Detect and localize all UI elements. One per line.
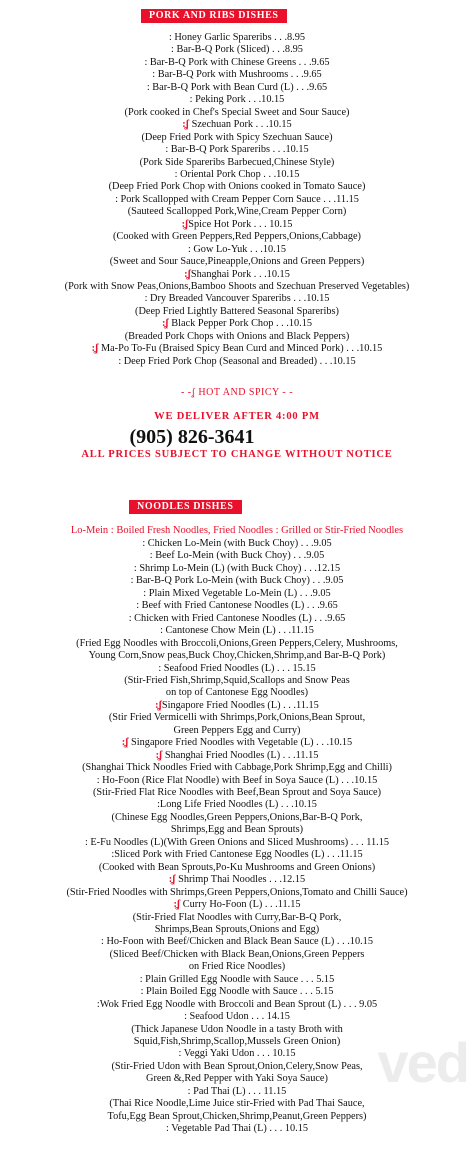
noodles-menu-item	[0, 899, 474, 911]
noodles-menu-item-text: (Thick Japanese Udon Noodle in a tasty Broth with	[131, 1023, 343, 1035]
noodles-menu-item-text: (Stir-Fried Fish,Shrimp,Squid,Scallops and Snow Peas	[124, 674, 350, 686]
noodles-menu-item-text: Green &,Red Pepper with Yaki Soya Sauce)	[146, 1073, 328, 1085]
pork-menu-item	[0, 244, 474, 256]
pork-menu-item-text: Shanghai Pork . . .10.15	[190, 268, 290, 280]
noodles-menu-item	[0, 887, 474, 899]
noodles-menu-item	[0, 762, 474, 774]
noodles-menu-item-text: (Stir Fried Vermicelli with Shrimps,Pork,Onions,Bean Sprout,	[108, 712, 366, 724]
pork-menu-item-text: : Bar-B-Q Pork (Sliced) . . .8.95	[171, 44, 303, 56]
pork-menu-item-text: : Dry Breaded Vancouver Spareribs . . .10.15	[144, 293, 330, 305]
noodles-menu-item	[0, 588, 474, 600]
phone-number[interactable]: (905) 826-3641	[129, 426, 255, 448]
lo-mein-intro: Lo-Mein : Boiled Fresh Noodles, Fried Noodles : Grilled or Stir-Fried Noodles	[70, 525, 404, 536]
hot-spicy-icon: :ʆ	[155, 699, 162, 711]
noodles-menu-item-text: : Veggi Yaki Udon . . . 10.15	[178, 1048, 296, 1060]
pork-menu-item-text: (Pork Side Spareribs Barbecued,Chinese Style)	[139, 156, 335, 168]
noodles-menu-item	[0, 961, 474, 973]
hot-spicy-icon: :ʆ	[182, 119, 190, 131]
pork-menu-item	[0, 293, 474, 305]
noodles-menu-item-text: : Ho-Foon (Rice Flat Noodle) with Beef in Soya Sauce (L) . . .10.15	[96, 774, 378, 786]
noodles-menu-item-text: : Cantonese Chow Mein (L) . . .11.15	[160, 625, 314, 637]
pork-menu-item-text: : Deep Fried Pork Chop (Seasonal and Breaded) . . .10.15	[118, 355, 356, 367]
noodles-menu-item	[0, 712, 474, 724]
pork-menu-item-text: : Bar-B-Q Pork Spareribs . . .10.15	[165, 144, 309, 156]
pork-menu-item	[0, 44, 474, 56]
noodles-menu-item-text: Squid,Fish,Shrimp,Scallop,Mussels Green Onion)	[133, 1036, 341, 1047]
pork-menu-item	[0, 356, 474, 368]
pork-menu-item-text: Szechuan Pork . . .10.15	[189, 119, 292, 131]
price-change-notice: ALL PRICES SUBJECT TO CHANGE WITHOUT NOTICE	[81, 449, 393, 460]
noodles-menu-item-text: : Seafood Fried Noodles (L) . . . 15.15	[158, 662, 316, 674]
hot-spicy-icon: :ʆ	[181, 218, 189, 230]
pork-menu-item-text: (Deep Fried Pork with Spicy Szechuan Sauce)	[141, 131, 333, 143]
noodles-menu-item	[0, 1111, 474, 1123]
noodles-menu-item-text: (Thai Rice Noodle,Lime Juice stir-Fried with Pad Thai Sauce,	[109, 1098, 365, 1110]
noodles-menu-item	[0, 1011, 474, 1023]
pork-menu-item-text: (Sweet and Sour Sauce,Pineapple,Onions and Green Peppers)	[109, 256, 365, 268]
noodles-menu-item	[0, 600, 474, 612]
noodles-menu-item-text: Shrimps,Bean Sprouts,Onions and Egg)	[154, 923, 320, 935]
noodles-menu-item	[0, 936, 474, 948]
noodles-menu-item	[0, 563, 474, 575]
hot-spicy-icon: :ʆ	[184, 268, 191, 280]
pork-menu-item	[0, 144, 474, 156]
hot-spicy-icon: :ʆ	[173, 899, 181, 911]
pork-menu-item	[0, 219, 474, 231]
noodles-menu-item	[0, 750, 474, 762]
pork-menu-item	[0, 119, 474, 131]
hot-spicy-icon: :ʆ	[168, 874, 176, 886]
pork-menu-item-text: (Breaded Pork Chops with Onions and Black Peppers)	[124, 330, 350, 342]
noodles-menu-item	[0, 725, 474, 737]
noodles-menu-item	[0, 687, 474, 699]
noodles-menu-item-text: : Beef with Fried Cantonese Noodles (L) . . .9.65	[136, 600, 338, 612]
noodles-section-header: NOODLES DISHES	[129, 500, 242, 514]
pork-menu-item	[0, 169, 474, 181]
pork-menu-item-text: : Bar-B-Q Pork with Chinese Greens . . .9.65	[144, 56, 330, 68]
noodles-menu-item-text: (Fried Egg Noodles with Broccoli,Onions,Green Peppers,Celery, Mushrooms,	[76, 637, 398, 649]
pork-menu-item-text: : Peking Pork . . .10.15	[189, 94, 285, 106]
pork-menu-item	[0, 94, 474, 106]
noodles-menu-item-text: : Plain Mixed Vegetable Lo-Mein (L) . . .9.05	[143, 587, 331, 599]
noodles-menu-item-text: : Vegetable Pad Thai (L) . . . 10.15	[165, 1123, 309, 1135]
noodles-menu-item-text: :Long Life Fried Noodles (L) . . .10.15	[157, 799, 317, 811]
noodles-menu-item-text: Shrimps,Egg and Bean Sprouts)	[170, 824, 304, 836]
pork-menu-item	[0, 181, 474, 193]
noodles-menu-item-text: : Chicken with Fried Cantonese Noodles (L) . . .9.65	[128, 612, 346, 624]
noodles-menu-item	[0, 625, 474, 637]
noodles-menu-item	[0, 912, 474, 924]
hot-spicy-icon: :ʆ	[121, 737, 129, 749]
noodles-menu-item	[0, 775, 474, 787]
pork-menu-item	[0, 69, 474, 81]
noodles-menu-item-text: Singapore Fried Noodles with Vegetable (L) . . .10.15	[128, 737, 353, 749]
pork-menu-item	[0, 107, 474, 119]
pork-menu-item	[0, 306, 474, 318]
noodles-menu-item	[0, 663, 474, 675]
pork-menu-item-text: (Deep Fried Lightly Battered Seasonal Spareribs)	[135, 305, 339, 317]
delivery-notice: WE DELIVER AFTER 4:00 PM	[154, 411, 320, 422]
noodles-menu-item-text: (Cooked with Bean Sprouts,Po-Ku Mushrooms and Green Onions)	[98, 861, 376, 873]
noodles-menu-item-text: : Plain Boiled Egg Noodle with Sauce . . . 5.15	[140, 986, 334, 998]
pork-menu-item	[0, 269, 474, 281]
pork-menu-item-text: Black Pepper Pork Chop . . .10.15	[168, 318, 312, 330]
pork-menu-item-text: Spice Hot Pork . . . 10.15	[188, 218, 293, 230]
noodles-menu-item-text: :Sliced Pork with Fried Cantonese Egg Noodles (L) . . .11.15	[111, 849, 363, 861]
noodles-menu-item	[0, 737, 474, 749]
noodles-menu-item-text: : Beef Lo-Mein (with Buck Choy) . . .9.05	[149, 550, 325, 562]
pork-menu-item-text: : Gow Lo-Yuk . . .10.15	[187, 243, 287, 255]
noodles-menu-item-text: Tofu,Egg Bean Sprout,Chicken,Shrimp,Peanut,Green Peppers)	[107, 1110, 367, 1122]
noodles-menu-item	[0, 650, 474, 662]
noodles-menu-item-text: Young Corn,Snow peas,Buck Choy,Chicken,Shrimp,and Bar-B-Q Pork)	[88, 650, 386, 662]
noodles-menu-item	[0, 837, 474, 849]
pork-menu-item	[0, 331, 474, 343]
noodles-menu-item-text: : Bar-B-Q Pork Lo-Mein (with Buck Choy) . . .9.05	[130, 575, 344, 587]
noodles-menu-item-text: (Stir-Fried Noodles with Shrimps,Green Peppers,Onions,Tomato and Chilli Sauce)	[66, 886, 408, 898]
noodles-menu-item-text: Shanghai Fried Noodles (L) . . .11.15	[162, 749, 319, 761]
hot-spicy-icon: :ʆ	[155, 749, 163, 761]
noodles-menu-item	[0, 575, 474, 587]
noodles-menu-item	[0, 974, 474, 986]
pork-menu-item-text: (Deep Fried Pork Chop with Onions cooked in Tomato Sauce)	[108, 181, 366, 193]
noodles-menu-item-text: : Seafood Udon . . . 14.15	[184, 1011, 290, 1023]
noodles-menu-item-text: :Wok Fried Egg Noodle with Broccoli and Bean Sprout (L) . . . 9.05	[96, 998, 378, 1010]
noodles-menu-item-text: (Stir-Fried Udon with Bean Sprout,Onion,Celery,Snow Peas,	[111, 1060, 363, 1072]
noodles-menu-item	[0, 638, 474, 650]
pork-menu-item-text: Ma-Po To-Fu (Braised Spicy Bean Curd and Minced Pork) . . .10.15	[98, 343, 383, 355]
pork-menu-item	[0, 57, 474, 69]
noodles-menu-item	[0, 1123, 474, 1135]
noodles-menu-item	[0, 1098, 474, 1110]
noodles-menu-item-text: : Pad Thai (L) . . . 11.15	[187, 1085, 287, 1097]
pork-menu-item	[0, 132, 474, 144]
pork-menu-item-text: : Honey Garlic Spareribs . . .8.95	[168, 32, 306, 43]
noodles-menu-item	[0, 849, 474, 861]
pork-menu-item-text: (Pork cooked in Chef's Special Sweet and Sour Sauce)	[124, 106, 350, 118]
pork-menu-item	[0, 206, 474, 218]
hot-and-spicy-legend: - -ʆ HOT AND SPICY - -	[180, 387, 294, 398]
noodles-menu-item-text: Singapore Fried Noodles (L) . . .11.15	[161, 699, 319, 711]
hot-spicy-icon: :ʆ	[161, 318, 169, 330]
pork-menu-item-text: (Cooked with Green Peppers,Red Peppers,Onions,Cabbage)	[113, 231, 361, 243]
noodles-menu-item	[0, 700, 474, 712]
noodles-menu-item-text: : Plain Grilled Egg Noodle with Sauce . . . 5.15	[139, 973, 335, 985]
noodles-menu-item-text: (Sliced Beef/Chicken with Black Bean,Onions,Green Peppers	[109, 948, 365, 960]
noodles-menu-item-text: Green Peppers Egg and Curry)	[173, 724, 301, 736]
pork-menu-item	[0, 281, 474, 293]
pork-menu-item	[0, 231, 474, 243]
noodles-menu-item	[0, 799, 474, 811]
noodles-menu-item	[0, 613, 474, 625]
pork-menu-item-text: : Bar-B-Q Pork with Bean Curd (L) . . .9.65	[146, 81, 328, 93]
pork-menu-item	[0, 256, 474, 268]
noodles-menu-item-text: on Fried Rice Noodles)	[188, 961, 286, 973]
noodles-menu-item-text: (Stir-Fried Flat Noodles with Curry,Bar-B-Q Pork,	[132, 911, 342, 923]
noodles-menu-item-text: (Shanghai Thick Noodles Fried with Cabbage,Pork Shrimp,Egg and Chilli)	[82, 762, 392, 774]
pork-menu-item-text: : Pork Scallopped with Cream Pepper Corn Sauce . . .11.15	[115, 193, 359, 205]
noodles-menu-item	[0, 999, 474, 1011]
pork-menu-item	[0, 318, 474, 330]
pork-menu-item	[0, 32, 474, 44]
noodles-menu-item	[0, 986, 474, 998]
pork-menu-item-text: : Oriental Pork Chop . . .10.15	[174, 168, 300, 180]
noodles-menu-item	[0, 949, 474, 961]
noodles-menu-item	[0, 874, 474, 886]
pork-menu-item-text: (Pork with Snow Peas,Onions,Bamboo Shoots and Szechuan Preserved Vegetables)	[64, 281, 410, 292]
watermark: ved	[377, 1031, 468, 1094]
noodles-menu-item-text: : Chicken Lo-Mein (with Buck Choy) . . .9.05	[142, 538, 332, 549]
noodles-menu-item	[0, 812, 474, 824]
noodles-menu-item-text: : E-Fu Noodles (L)(With Green Onions and Sliced Mushrooms) . . . 11.15	[84, 836, 390, 848]
noodles-menu-item-text: Shrimp Thai Noodles . . .12.15	[175, 874, 306, 886]
noodles-menu-item	[0, 550, 474, 562]
noodles-menu-item-text: (Chinese Egg Noodles,Green Peppers,Onions,Bar-B-Q Pork,	[111, 811, 363, 823]
pork-menu-item	[0, 82, 474, 94]
pork-section-header: PORK AND RIBS DISHES	[141, 9, 287, 23]
pork-menu-item	[0, 343, 474, 355]
pork-menu-item-text: (Sauteed Scallopped Pork,Wine,Cream Pepper Corn)	[127, 206, 347, 218]
noodles-menu-item-text: : Ho-Foon with Beef/Chicken and Black Bean Sauce (L) . . .10.15	[101, 936, 373, 948]
noodles-menu-item-text: (Stir-Fried Flat Rice Noodles with Beef,Bean Sprout and Soya Sauce)	[92, 787, 382, 798]
noodles-menu-item-text: : Shrimp Lo-Mein (L) (with Buck Choy) . . .12.15	[133, 562, 341, 574]
hot-spicy-icon: :ʆ	[91, 343, 99, 355]
noodles-menu-item	[0, 862, 474, 874]
noodles-menu-item	[0, 824, 474, 836]
pork-menu-item-text: : Bar-B-Q Pork with Mushrooms . . .9.65	[152, 69, 322, 81]
noodles-menu-item	[0, 538, 474, 550]
noodles-menu-item-text: on top of Cantonese Egg Noodles)	[165, 687, 309, 699]
pork-menu-item	[0, 194, 474, 206]
noodles-menu-item	[0, 675, 474, 687]
noodles-menu-item	[0, 787, 474, 799]
pork-menu-item	[0, 157, 474, 169]
noodles-menu-item-text: Curry Ho-Foon (L) . . .11.15	[180, 899, 301, 911]
noodles-menu-item	[0, 924, 474, 936]
